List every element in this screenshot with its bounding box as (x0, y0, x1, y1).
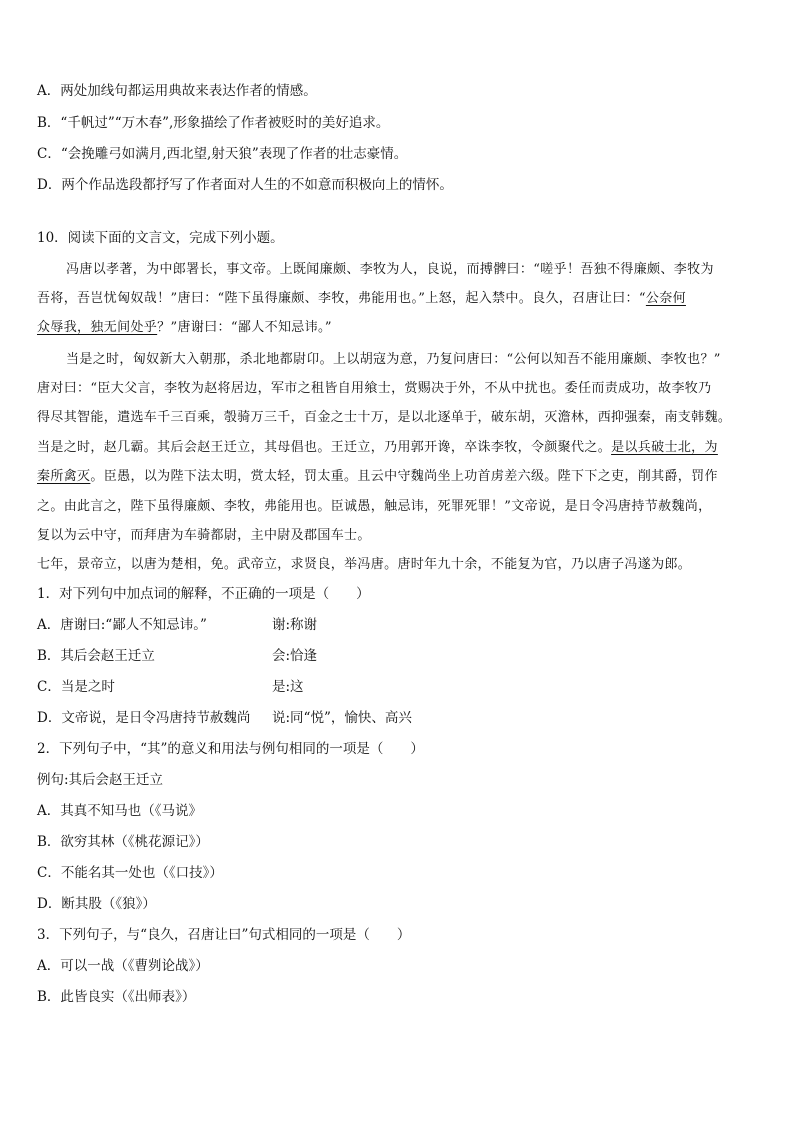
q1-option-b-explain: 会:恰逢 (272, 648, 318, 664)
passage-line: 七年，景帝立，以唐为楚相，免。武帝立，求贤良，举冯唐。唐时年九十余，不能复为官，乃以唐子冯遂为郎。 (37, 557, 692, 572)
q10-title: 10．阅读下面的文言文，完成下列小题。 (37, 230, 284, 246)
underlined-sentence: 秦所禽灭 (37, 469, 91, 484)
prev-option-a: A．两处加线句都运用典故来表达作者的情感。 (37, 83, 317, 99)
passage-line: 之。由此言之，陛下虽得廉颇、李牧，弗能用也。臣诚愚，触忌讳，死罪死罪！”文帝说，是日令冯唐持节赦魏尚， (37, 499, 712, 514)
passage-line: 秦所禽灭。臣愚，以为陛下法太明，赏太轻，罚太重。且云中守魏尚坐上功首虏差六级。陛下下之吏，削其爵，罚作 (37, 469, 718, 484)
q1-option-a: A．唐谢曰:“鄙人不知忌讳。” (37, 617, 207, 633)
q1-option-d: D．文帝说，是日令冯唐持节赦魏尚 (37, 710, 251, 726)
underlined-sentence: 是以兵破士北，为 (611, 440, 718, 455)
q1-option-c-explain: 是:这 (272, 679, 304, 695)
q1-option-b: B．其后会赵王迁立 (37, 648, 155, 664)
q3-stem: 3．下列句子，与“良久，召唐让曰”句式相同的一项是（ ） (37, 927, 411, 943)
q1-stem: 1．对下列句中加点词的解释，不正确的一项是（ ） (37, 586, 370, 602)
q2-example: 例句:其后会赵王迁立 (37, 772, 164, 788)
passage-line: 冯唐以孝著，为中郎署长，事文帝。上既闻廉颇、李牧为人，良说，而搏髀曰：“嗟乎！吾独不得廉颇、李牧为 (66, 262, 714, 277)
passage-line: 众辱我，独无间处乎？”唐谢曰：“鄙人不知忌讳。” (37, 320, 332, 335)
underlined-sentence: 公奈何 (645, 291, 686, 306)
passage-line: 得尽其智能，遣选车千三百乘，彀骑万三千，百金之士十万，是以北逐单于，破东胡，灭澹林，西抑强秦，南支韩魏。 (37, 410, 732, 425)
q1-option-a-explain: 谢:称谢 (272, 617, 318, 633)
prev-option-c: C．“会挽雕弓如满月,西北望,射天狼”表现了作者的壮志豪情。 (37, 146, 408, 162)
q3-option-b: B．此皆良实（《出师表》） (37, 989, 196, 1005)
q3-option-a: A．可以一战（《曹刿论战》） (37, 958, 209, 974)
passage-line: 唐对曰：“臣大父言，李牧为赵将居边，军市之租皆自用飨士，赏赐决于外，不从中扰也。委任而责成功，故李牧乃 (37, 381, 712, 396)
q2-stem: 2．下列句子中，“其”的意义和用法与例句相同的一项是（ ） (37, 741, 424, 757)
q2-option-d: D．断其股（《狼》） (37, 896, 156, 912)
q2-option-c: C．不能名其一处也（《口技》） (37, 865, 223, 881)
passage-line: 当是之时，赵几霸。其后会赵王迁立，其母倡也。王迁立，乃用郭开谗，卒诛李牧，令颜聚代之。是以兵破士北，为 (37, 440, 718, 455)
passage-line: 复以为云中守，而拜唐为车骑都尉，主中尉及郡国车士。 (37, 528, 371, 543)
prev-option-d: D．两个作品选段都抒写了作者面对人生的不如意而积极向上的情怀。 (37, 177, 453, 193)
q2-option-a: A．其真不知马也（《马说》 (37, 803, 202, 819)
q1-option-c: C．当是之时 (37, 679, 115, 695)
q1-option-d-explain: 说:同“悦”，愉快、高兴 (272, 710, 412, 726)
q2-option-b: B．欲穷其林（《桃花源记》） (37, 834, 209, 850)
underlined-sentence: 众辱我，独无间处乎 (37, 320, 158, 335)
passage-line: 吾将，吾岂忧匈奴哉！”唐曰：“陛下虽得廉颇、李牧，弗能用也。”上怒，起入禁中。良久，召唐让曰：“公奈何 (37, 291, 686, 306)
passage-line: 当是之时，匈奴新大入朝那，杀北地都尉卬。上以胡寇为意，乃复问唐曰：“公何以知吾不能用廉颇、李牧也？” (66, 352, 721, 367)
prev-option-b: B．“千帆过”“万木春”,形象描绘了作者被贬时的美好追求。 (37, 115, 390, 131)
